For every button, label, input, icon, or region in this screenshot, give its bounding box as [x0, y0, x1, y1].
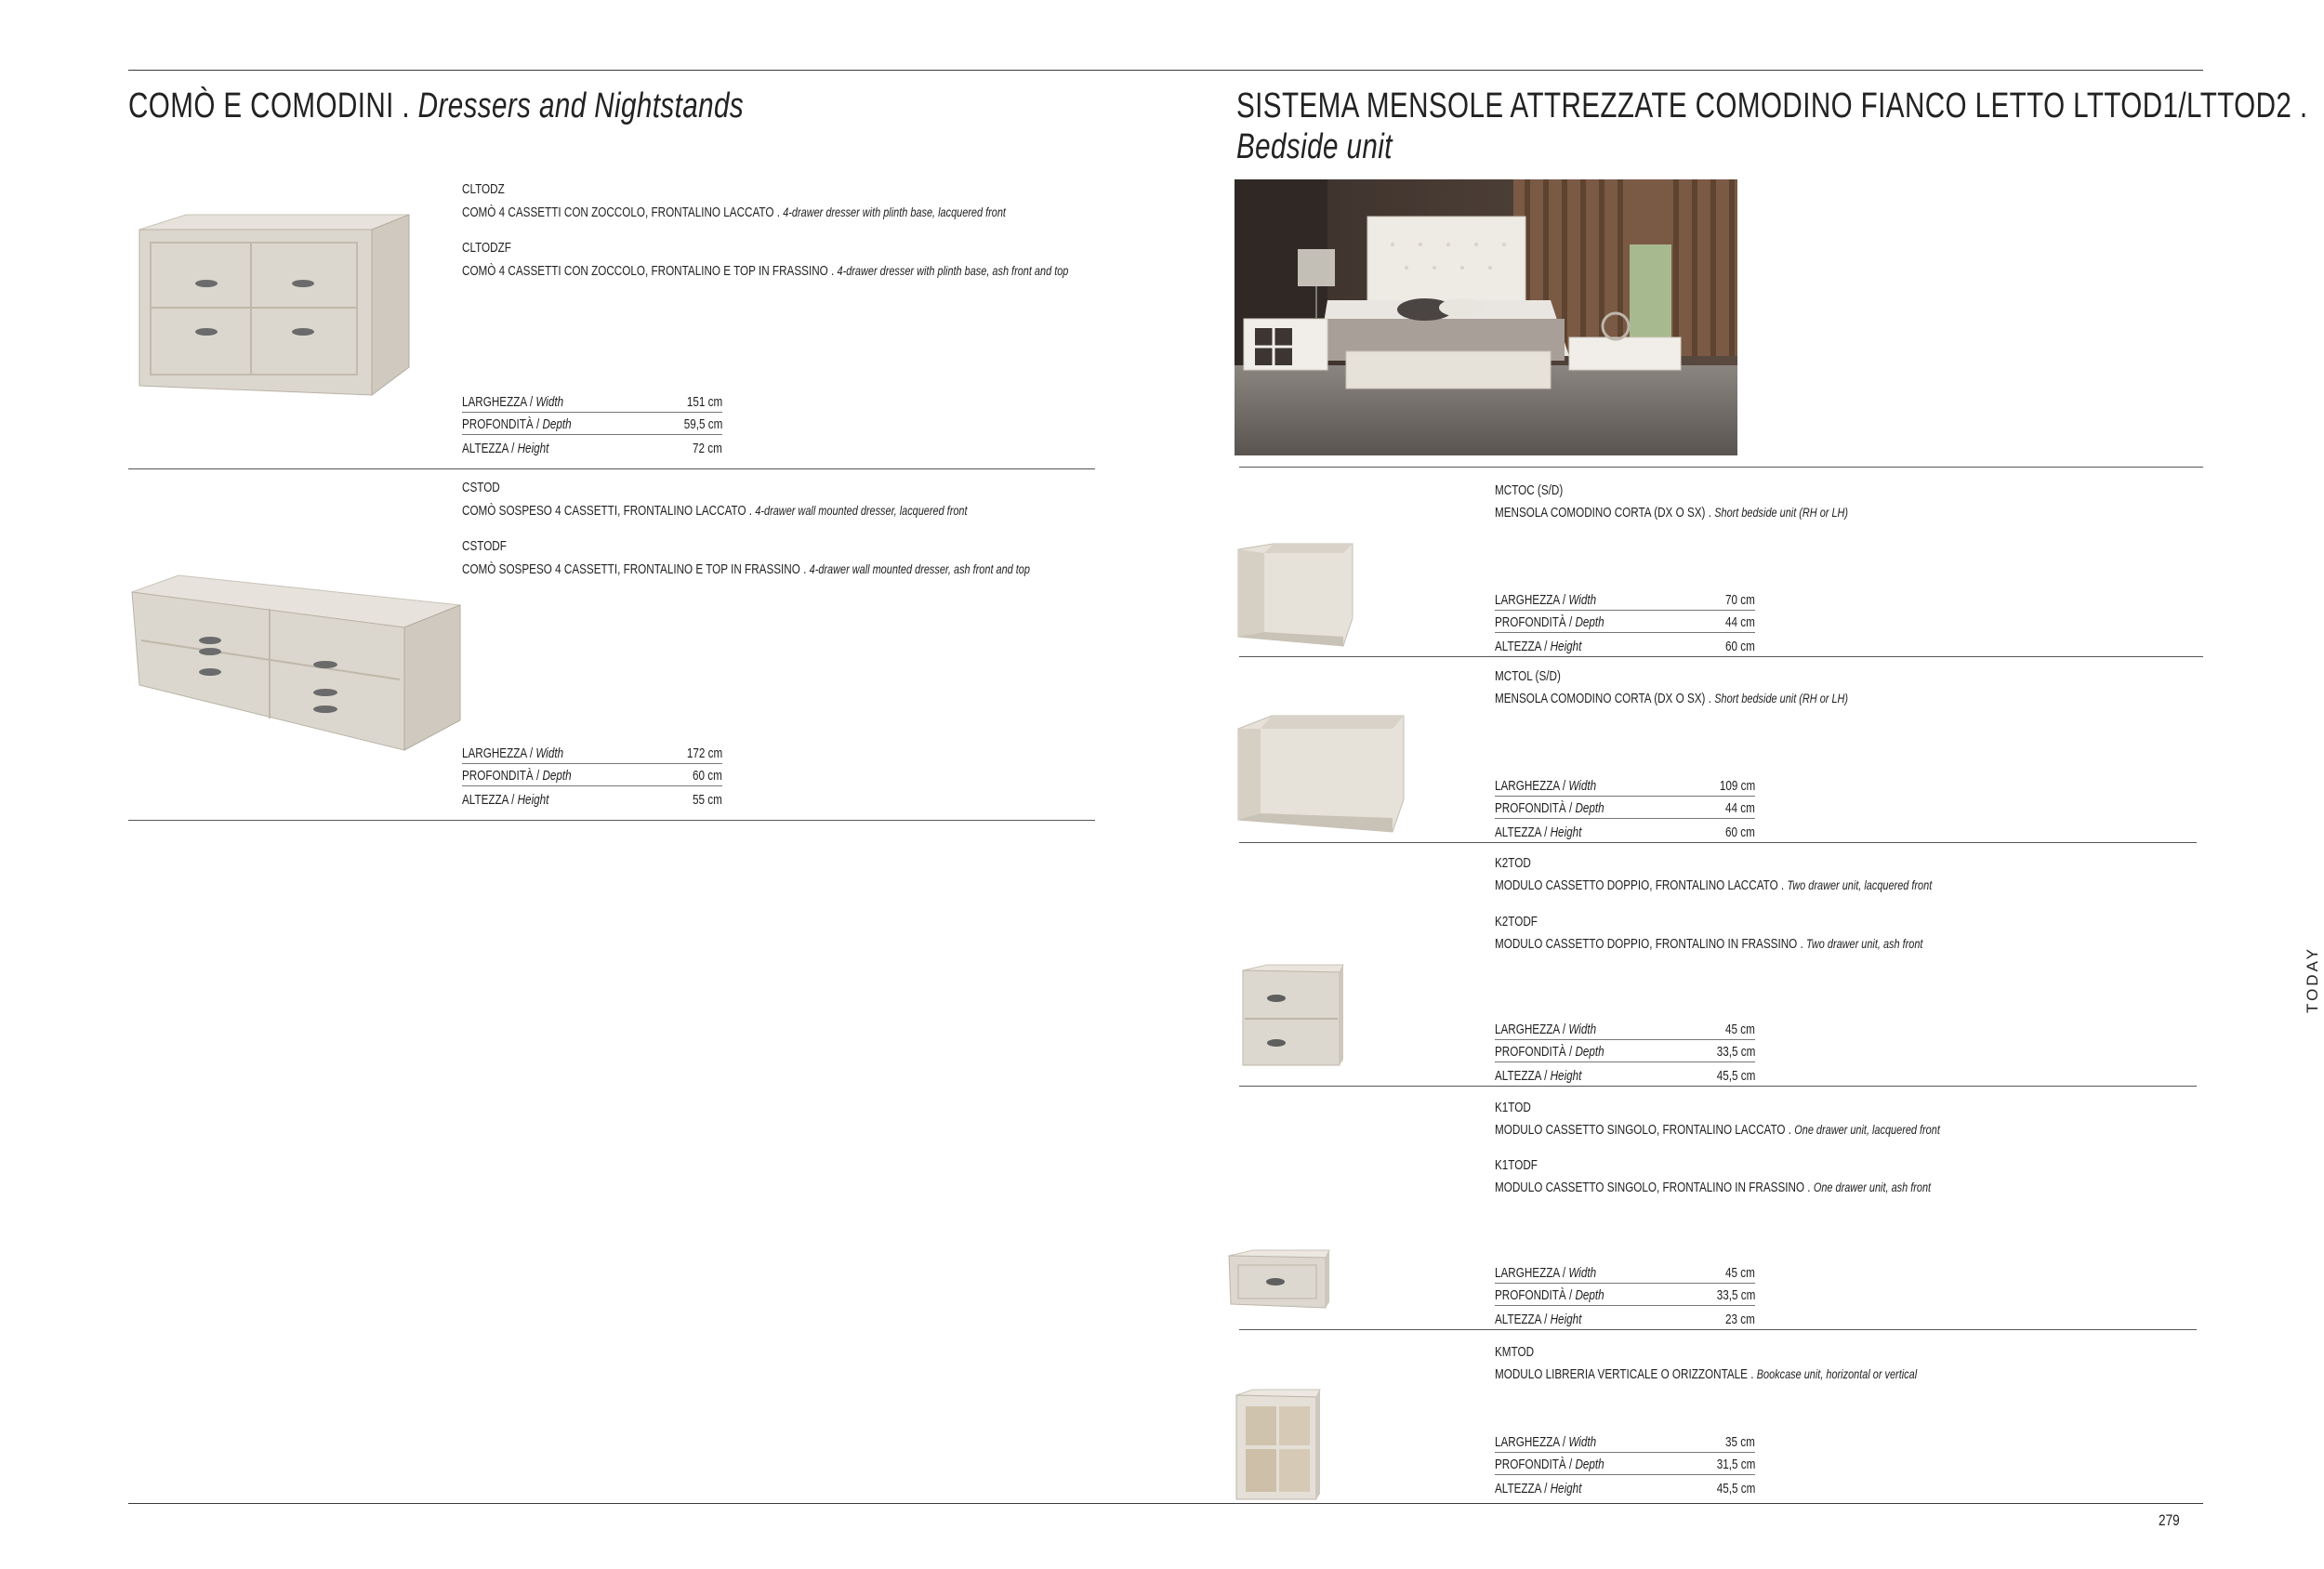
- dresser-wall-mounted-image: [130, 572, 460, 753]
- dimension-row: [462, 389, 722, 413]
- product-code: CLTODZF: [462, 240, 511, 256]
- product-code: K1TODF: [1495, 1157, 1538, 1173]
- dimension-label: PROFONDITÀ / Depth: [462, 416, 572, 432]
- description-en: One drawer unit, ash front: [1813, 1180, 1932, 1194]
- dimension-row: [462, 741, 722, 764]
- section-divider: [1239, 467, 2203, 468]
- dimensions-table: [1495, 587, 1755, 656]
- dimension-value: 31,5 cm: [1716, 1457, 1755, 1472]
- dimensions-table: [1495, 1017, 1755, 1086]
- dimension-row: [1495, 773, 1755, 797]
- top-rule: [128, 70, 2203, 71]
- product-description: [1495, 877, 1932, 894]
- dimension-value: 109 cm: [1719, 777, 1755, 794]
- section-divider: [128, 468, 1095, 469]
- description-it: MODULO CASSETTO DOPPIO, FRONTALINO IN FRASSINO .: [1495, 936, 1803, 952]
- dimension-value: 72 cm: [693, 440, 722, 456]
- dimension-row: [1495, 1453, 1755, 1476]
- dimension-label: PROFONDITÀ / Depth: [1495, 614, 1604, 630]
- right-page-title: [1236, 86, 2308, 167]
- dresser-plinth-image: [130, 209, 409, 400]
- dimensions-table: [1495, 1430, 1755, 1498]
- dimension-label: ALTEZZA / Height: [462, 791, 549, 808]
- description-en: 4-drawer wall mounted dresser, ash front and top: [809, 561, 1030, 576]
- description-en: Bookcase unit, horizontal or vertical: [1756, 1366, 1918, 1381]
- product-code: K2TODF: [1495, 914, 1538, 930]
- description-it: MODULO CASSETTO DOPPIO, FRONTALINO LACCATO .: [1495, 877, 1785, 893]
- dimension-row: [1495, 633, 1755, 656]
- dimension-row: [1495, 1475, 1755, 1498]
- product-description: [1495, 1365, 1917, 1383]
- two-drawer-unit-image: [1239, 965, 1343, 1067]
- product-description: [462, 502, 968, 520]
- description-en: Two drawer unit, ash front: [1806, 936, 1923, 951]
- dimension-row: [1495, 1306, 1755, 1329]
- description-it: COMÒ 4 CASSETTI CON ZOCCOLO, FRONTALINO LACCATO .: [462, 204, 780, 220]
- product-description: [1495, 504, 1848, 521]
- dimension-label: PROFONDITÀ / Depth: [1495, 1457, 1604, 1472]
- product-description: [1495, 690, 1848, 707]
- dimension-row: [1495, 1260, 1755, 1284]
- dimension-row: [1495, 611, 1755, 634]
- dimension-value: 55 cm: [693, 791, 722, 808]
- dimension-row: [462, 413, 722, 436]
- product-code: MCTOC (S/D): [1495, 482, 1564, 498]
- description-it: MODULO LIBRERIA VERTICALE O ORIZZONTALE .: [1495, 1366, 1754, 1382]
- section-divider: [1239, 656, 2203, 657]
- dimension-label: PROFONDITÀ / Depth: [1495, 800, 1604, 816]
- page-number: 279: [2159, 1511, 2180, 1529]
- dimension-row: [1495, 587, 1755, 611]
- product-description: [462, 560, 1030, 578]
- product-code: K1TOD: [1495, 1100, 1531, 1115]
- product-code: CLTODZ: [462, 181, 505, 197]
- dimension-value: 45 cm: [1725, 1021, 1755, 1037]
- long-bedside-shelf-image: [1236, 716, 1404, 832]
- description-en: Two drawer unit, lacquered front: [1787, 877, 1933, 892]
- dimension-row: [1495, 1430, 1755, 1453]
- dimension-label: LARGHEZZA / Width: [1495, 1021, 1597, 1037]
- right-title-main: SISTEMA MENSOLE ATTREZZATE COMODINO FIANCO LETTO LTTOD1/LTTOD2 .: [1236, 86, 2308, 125]
- dimension-label: LARGHEZZA / Width: [1495, 1264, 1597, 1281]
- description-it: MODULO CASSETTO SINGOLO, FRONTALINO LACCATO .: [1495, 1122, 1791, 1138]
- description-en: 4-drawer dresser with plinth base, lacquered front: [783, 204, 1006, 219]
- description-it: COMÒ SOSPESO 4 CASSETTI, FRONTALINO LACCATO .: [462, 503, 753, 519]
- dimension-label: PROFONDITÀ / Depth: [1495, 1287, 1604, 1303]
- description-it: COMÒ SOSPESO 4 CASSETTI, FRONTALINO E TOP IN FRASSINO .: [462, 561, 807, 577]
- product-description: [1495, 1179, 1931, 1196]
- product-code: KMTOD: [1495, 1344, 1535, 1360]
- dimension-value: 60 cm: [1725, 638, 1755, 654]
- dimension-value: 45 cm: [1725, 1264, 1755, 1281]
- dimension-value: 35 cm: [1725, 1433, 1755, 1450]
- left-title-main: COMÒ E COMODINI .: [128, 86, 411, 125]
- product-code: CSTOD: [462, 480, 500, 495]
- bottom-rule: [128, 1503, 2203, 1504]
- description-en: 4-drawer dresser with plinth base, ash front and top: [837, 263, 1069, 278]
- dimension-row: [1495, 1017, 1755, 1040]
- section-divider: [128, 820, 1095, 821]
- dimension-label: LARGHEZZA / Width: [462, 745, 564, 761]
- dimension-value: 23 cm: [1725, 1311, 1755, 1327]
- dimension-row: [462, 786, 722, 810]
- short-bedside-shelf-image: [1236, 544, 1353, 646]
- dimension-label: ALTEZZA / Height: [1495, 1311, 1582, 1327]
- dimension-row: [1495, 1062, 1755, 1086]
- dimension-row: [1495, 819, 1755, 842]
- description-en: One drawer unit, lacquered front: [1794, 1122, 1940, 1137]
- dimension-label: PROFONDITÀ / Depth: [1495, 1044, 1604, 1060]
- dimension-value: 33,5 cm: [1716, 1287, 1755, 1303]
- product-code: MCTOL (S/D): [1495, 668, 1561, 684]
- dimension-label: ALTEZZA / Height: [1495, 1067, 1582, 1084]
- dimension-label: ALTEZZA / Height: [462, 440, 549, 456]
- dimension-value: 151 cm: [686, 393, 722, 410]
- right-title-italic: Bedside unit: [1236, 127, 1393, 166]
- description-it: MODULO CASSETTO SINGOLO, FRONTALINO IN FRASSINO .: [1495, 1180, 1811, 1195]
- product-code: K2TOD: [1495, 855, 1531, 871]
- bookcase-module-image: [1235, 1390, 1320, 1501]
- dimension-label: PROFONDITÀ / Depth: [462, 768, 572, 784]
- description-it: MENSOLA COMODINO CORTA (DX O SX) .: [1495, 691, 1711, 706]
- dimension-value: 70 cm: [1725, 591, 1755, 608]
- dimension-value: 33,5 cm: [1716, 1044, 1755, 1060]
- dimension-label: LARGHEZZA / Width: [462, 393, 564, 410]
- dimensions-table: [1495, 1260, 1755, 1329]
- dimension-value: 44 cm: [1725, 614, 1755, 630]
- dimension-value: 44 cm: [1725, 800, 1755, 816]
- dimensions-table: [462, 741, 722, 810]
- dimension-label: LARGHEZZA / Width: [1495, 591, 1597, 608]
- description-en: Short bedside unit (RH or LH): [1714, 505, 1849, 520]
- left-page-title: [128, 86, 744, 126]
- product-description: [462, 204, 1006, 221]
- description-en: Short bedside unit (RH or LH): [1714, 691, 1849, 705]
- dimension-label: ALTEZZA / Height: [1495, 824, 1582, 840]
- product-code: CSTODF: [462, 538, 507, 554]
- dimension-row: [1495, 1040, 1755, 1063]
- product-description: [1495, 935, 1922, 953]
- dimension-value: 172 cm: [686, 745, 722, 761]
- product-description: [462, 262, 1068, 280]
- description-en: 4-drawer wall mounted dresser, lacquered front: [755, 503, 968, 518]
- description-it: COMÒ 4 CASSETTI CON ZOCCOLO, FRONTALINO E TOP IN FRASSINO .: [462, 263, 835, 279]
- section-divider: [1239, 1329, 2197, 1330]
- dimension-label: ALTEZZA / Height: [1495, 638, 1582, 654]
- dimension-value: 45,5 cm: [1716, 1067, 1755, 1084]
- section-divider: [1239, 842, 2197, 843]
- one-drawer-unit-image: [1227, 1250, 1329, 1311]
- bedroom-photo: [1235, 179, 1737, 455]
- dimension-label: LARGHEZZA / Width: [1495, 1433, 1597, 1450]
- description-it: MENSOLA COMODINO CORTA (DX O SX) .: [1495, 505, 1711, 521]
- dimension-value: 60 cm: [693, 768, 722, 784]
- dimension-row: [462, 764, 722, 787]
- left-title-italic: Dressers and Nightstands: [417, 86, 745, 125]
- dimension-row: [462, 435, 722, 458]
- section-divider: [1239, 1086, 2197, 1087]
- side-section-label: TODAY: [2304, 946, 2321, 1013]
- dimension-value: 45,5 cm: [1716, 1480, 1755, 1496]
- dimension-label: LARGHEZZA / Width: [1495, 777, 1597, 794]
- dimensions-table: [462, 389, 722, 458]
- dimension-value: 60 cm: [1725, 824, 1755, 840]
- product-description: [1495, 1121, 1940, 1139]
- dimension-row: [1495, 1284, 1755, 1307]
- dimension-row: [1495, 797, 1755, 820]
- dimensions-table: [1495, 773, 1755, 842]
- dimension-value: 59,5 cm: [683, 416, 722, 432]
- dimension-label: ALTEZZA / Height: [1495, 1480, 1582, 1496]
